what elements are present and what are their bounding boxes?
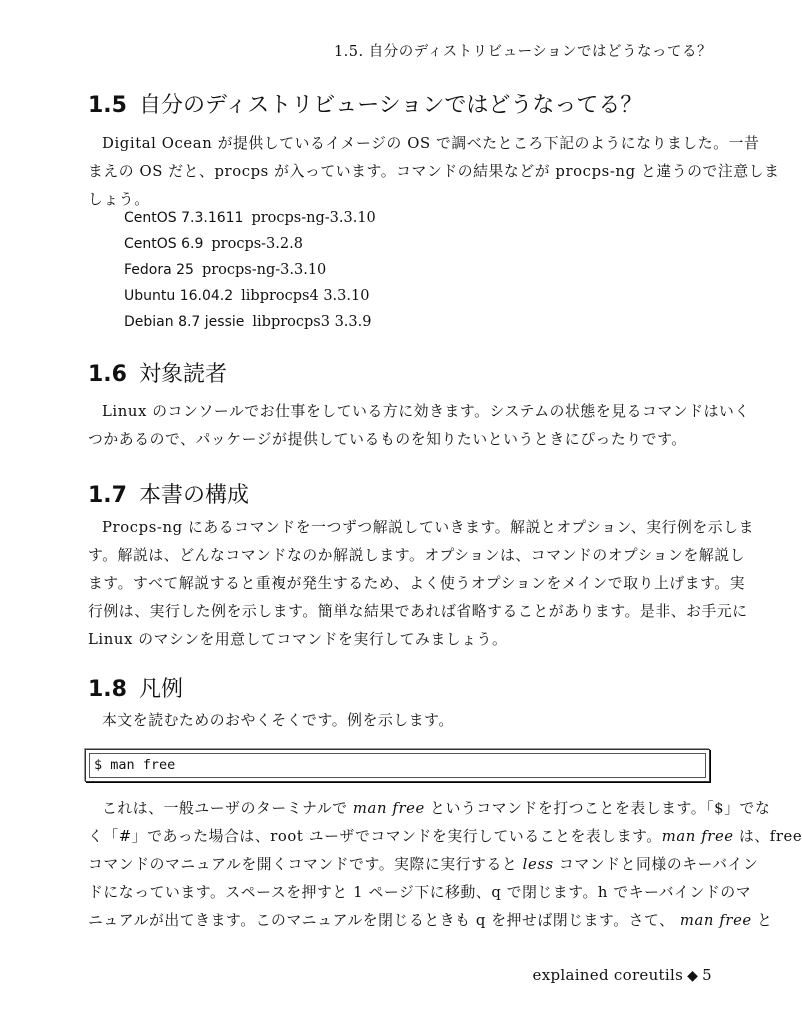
text-line: ます。すべて解説すると重複が発生するため、よく使うオプションをメインで取り上げます。実: [88, 575, 746, 592]
text-line: まえの OS だと、procps が入っています。コマンドの結果などが procps-ng と違うので注意しま: [88, 163, 780, 180]
section-title: 凡例: [138, 677, 183, 702]
text-line: [88, 851, 759, 879]
distribution-name: Ubuntu 16.04.2: [124, 288, 234, 304]
list-item: [124, 309, 376, 335]
distribution-list: [124, 205, 376, 335]
distribution-name: CentOS 7.3.1611: [124, 210, 244, 226]
section-title: 自分のディストリビューションではどうなってる？: [138, 93, 643, 118]
code-box-inner-frame: [89, 753, 706, 778]
text-line: しょう。: [88, 191, 150, 208]
command-emphasis: man free: [661, 828, 734, 845]
section-number: 1.8: [88, 677, 127, 702]
text-line: [88, 907, 773, 935]
section-number: 1.6: [88, 362, 127, 387]
text-line: す。解説は、どんなコマンドなのか解説します。オプションは、コマンドのオプションを解説し: [88, 547, 746, 564]
page-footer: [533, 966, 712, 984]
text-line: Linux のコンソールでお仕事をしている方に効きます。システムの状態を見るコマンドはいく: [102, 403, 750, 420]
text-run: というコマンドを打つことを表します。「$」でな: [424, 800, 771, 817]
paragraph-legend-explanation: [88, 795, 802, 935]
package-name: procps-ng-3.3.10: [201, 262, 327, 278]
text-line: Linux のマシンを用意してコマンドを実行してみましょう。: [88, 631, 508, 648]
diamond-icon: ◆: [687, 968, 699, 984]
paragraph-legend-intro: [88, 707, 714, 735]
text-line: [88, 823, 802, 851]
section-title: 本書の構成: [138, 483, 249, 508]
text-line: 行例は、実行した例を示します。簡単な結果であれば省略することがあります。是非、お手元に: [88, 603, 748, 620]
book-title: explained coreutils: [532, 966, 684, 984]
text-run: は、free: [733, 828, 802, 845]
text-line: Procps-ng にあるコマンドを一つずつ解説していきます。解説とオプション、実行例を示しま: [102, 519, 754, 536]
paragraph-distribution-intro: [88, 130, 780, 214]
text-line: ドになっています。スペースを押すと 1 ページ下に移動、q で閉じます。h でキーバインドのマ: [88, 884, 752, 901]
text-run: ニュアルが出てきます。このマニュアルを閉じるときも q を押せば閉じます。さて、: [88, 912, 680, 929]
section-number: 1.5: [88, 93, 127, 118]
package-name: libprocps3 3.3.9: [252, 314, 372, 330]
section-heading-1-8: [88, 672, 183, 703]
text-run: と: [751, 912, 773, 929]
paragraph-book-structure: [88, 514, 754, 654]
list-item: [124, 257, 376, 283]
code-example-command: $ man free: [94, 757, 176, 773]
package-name: procps-3.2.8: [211, 236, 303, 252]
paragraph-target-readers: [88, 398, 750, 454]
command-emphasis: man free: [352, 800, 425, 817]
text-line: [88, 795, 771, 823]
section-number: 1.7: [88, 483, 127, 508]
package-name: procps-ng-3.3.10: [251, 210, 376, 226]
section-title: 対象読者: [138, 362, 227, 387]
section-heading-1-7: [88, 478, 249, 509]
page-number: 5: [702, 966, 712, 984]
distribution-name: Fedora 25: [124, 262, 194, 278]
text-run: これは、一般ユーザのターミナルで: [102, 800, 353, 817]
distribution-name: Debian 8.7 jessie: [124, 314, 245, 330]
list-item: [124, 231, 376, 257]
text-line: Digital Ocean が提供しているイメージの OS で調べたところ下記のようになりました。一昔: [102, 135, 760, 152]
section-heading-1-5: [88, 88, 642, 119]
code-example-box: [85, 749, 710, 782]
text-run: コマンドと同様のキーバイン: [553, 856, 759, 873]
command-emphasis: man free: [679, 912, 752, 929]
text-run: く「#」であった場合は、root ユーザでコマンドを実行していることを表します。: [88, 828, 662, 845]
list-item: [124, 283, 376, 309]
running-header: 1.5. 自分のディストリビューションではどうなってる？: [333, 44, 712, 60]
text-line: 本文を読むためのおやくそくです。例を示します。: [102, 712, 454, 729]
text-line: つかあるので、パッケージが提供しているものを知りたいというときにぴったりです。: [88, 431, 687, 448]
section-heading-1-6: [88, 357, 227, 388]
distribution-name: CentOS 6.9: [124, 236, 204, 252]
text-run: コマンドのマニュアルを開くコマンドです。実際に実行すると: [88, 856, 523, 873]
package-name: libprocps4 3.3.10: [241, 288, 370, 304]
list-item: [124, 205, 376, 231]
command-emphasis: less: [522, 856, 554, 873]
